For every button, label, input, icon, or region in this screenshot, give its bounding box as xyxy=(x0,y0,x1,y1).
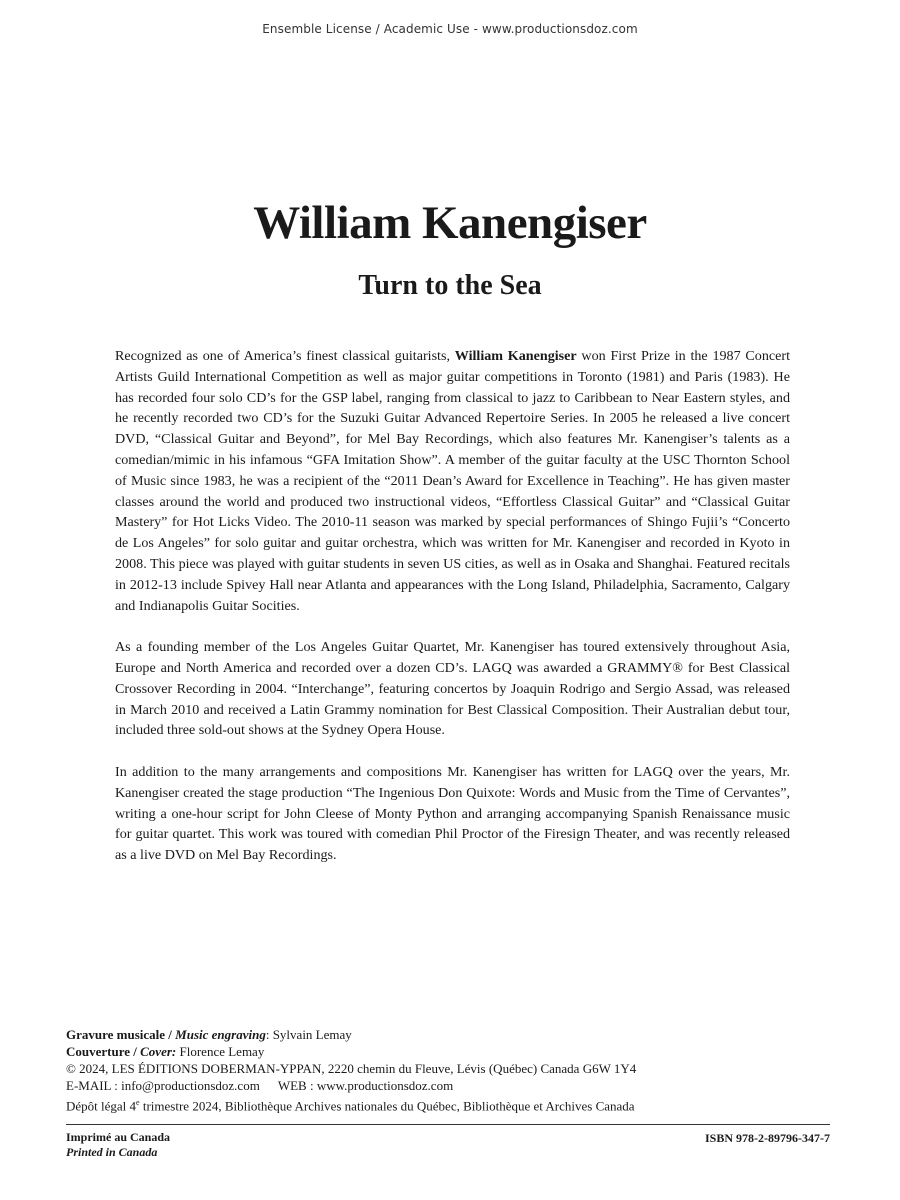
footer-divider xyxy=(66,1124,830,1125)
legal-deposit xyxy=(66,1094,836,1114)
printed-in xyxy=(66,1130,170,1160)
copyright-line: © 2024, LES ÉDITIONS DOBERMAN-YPPAN, 2220 chemin du Fleuve, Lévis (Québec) Canada G6W 1Y4 xyxy=(66,1061,637,1076)
bio-paragraph-1 xyxy=(115,346,790,616)
bio-paragraph-2: As a founding member of the Los Angeles Guitar Quartet, Mr. Kanengiser has toured extensively throughout Asia, Europe and North America and recorded over a dozen CD’s. LAGQ was awarded a GRAMMY® for Best Classical Crossover Recording in 2004. “Interchange”, featuring concertos by Joaquin Rodrigo and Sergio Assad, was released in March 2010 and received a Latin Grammy nomination for Best Classical Composition. Their Australian debut tour, included three sold-out shows at the Sydney Opera House. xyxy=(115,639,790,739)
bio-paragraph-3: In addition to the many arrangements and compositions Mr. Kanengiser has written for LAGQ over the years, Mr. Kanengiser created the stage production “The Ingenious Don Quixote: Words and Music from the Time of Cervantes”, writing a one-hour script for John Cleese of Monty Python and arranging accompanying Spanish Renaissance music for guitar quartet. This work was toured with comedian Phil Proctor of the Firesign Theater, and was recently released as a live DVD on Mel Bay Recordings. xyxy=(115,763,790,864)
email-text: E-MAIL : info@productionsdoz.com xyxy=(66,1078,260,1093)
depot-start: Dépôt légal 4 xyxy=(66,1098,137,1114)
printed-fr: Imprimé au Canada xyxy=(66,1130,171,1144)
engraving-credit xyxy=(66,1026,836,1043)
depot-sup: e xyxy=(136,1098,140,1107)
cover-credit xyxy=(66,1043,836,1060)
publication-credits xyxy=(66,1026,836,1114)
engraving-name: Sylvain Lemay xyxy=(272,1027,352,1042)
bio-p1-rest: won First Prize in the 1987 Concert Artists Guild International Competition as well as major guitar competitions in Toronto (1981) and Paris (1983). He has recorded four solo CD’s for the GSP label, ranging from classical to jazz to Caribbean to Near Eastern styles, and he recently recorded two CD’s for the Suzuki Guitar Advanced Repertoire Series. In 2005 he released a live concert DVD, “Classical Guitar and Beyond”, for Mel Bay Recordings, which also features Mr. Kanengiser’s talents as a comedian/mimic in his infamous “GFA Imitation Show”. A member of the guitar faculty at the USC Thornton School of Music since 1983, he was a recipient of the “2011 Dean’s Award for Excellence in Teaching”. He has given master classes around the world and produced two instructional videos, “Effortless Classical Guitar” and “Classical Guitar Mastery” for Hot Licks Video. The 2010-11 season was marked by special performances of Shingo Fujii’s “Concerto de Los Angeles” for solo guitar and guitar orchestra, which was written for Mr. Kanengiser and recorded in Kyoto in 2008. This piece was played with guitar students in seven US cities, as well as in Osaka and Shanghai. Featured recitals in 2012-13 include Spivey Hall near Atlanta and appearances with the Long Island, Philadelphia, Sacramento, Calgary and Indianapolis Guitar Socities. xyxy=(115,348,790,614)
engraving-label-fr: Gravure musicale / xyxy=(66,1027,176,1042)
cover-label-fr: Couverture / xyxy=(66,1044,141,1059)
engraving-label-en: Music engraving xyxy=(175,1027,266,1042)
bio-p1-start: Recognized as one of America’s finest classical guitarists, xyxy=(115,348,455,364)
engraving-sep: : xyxy=(265,1027,273,1042)
cover-label-en: Cover: xyxy=(140,1044,177,1059)
biography xyxy=(115,346,790,887)
printed-en: Printed in Canada xyxy=(66,1145,158,1159)
composer-title: William Kanengiser xyxy=(253,197,647,249)
depot-rest: trimestre 2024, Bibliothèque Archives nationales du Québec, Bibliothèque et Archives Canada xyxy=(139,1098,635,1114)
bio-p1-name: William Kanengiser xyxy=(454,348,577,364)
contact-line xyxy=(66,1077,836,1094)
isbn-number: ISBN 978-2-89796-347-7 xyxy=(705,1131,830,1145)
cover-name: Florence Lemay xyxy=(176,1044,265,1059)
web-text: WEB : www.productionsdoz.com xyxy=(277,1078,454,1093)
piece-subtitle: Turn to the Sea xyxy=(358,270,542,301)
license-header: Ensemble License / Academic Use - www.productionsdoz.com xyxy=(262,22,638,36)
